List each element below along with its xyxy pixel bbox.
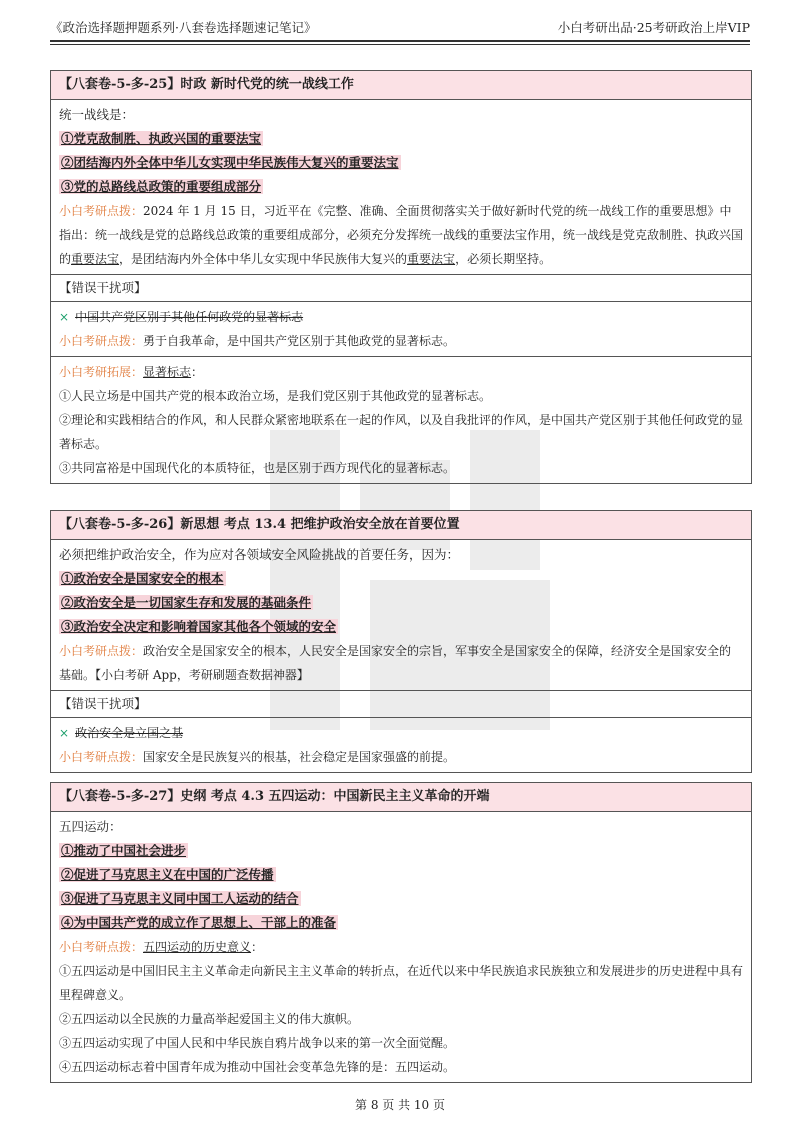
tip-paragraph	[59, 199, 743, 271]
question-card-27	[50, 782, 752, 1083]
error-tip: 国家安全是民族复兴的根基，社会稳定是国家强盛的前提。	[143, 750, 456, 764]
cross-icon: ×	[59, 310, 70, 324]
card-title: 【八套卷-5-多-25】时政 新时代党的统一战线工作	[51, 71, 751, 100]
question-stem: 五四运动：	[59, 819, 122, 834]
page-header	[50, 14, 750, 42]
tip-colon: ：	[251, 940, 264, 954]
tip-text: 政治安全是国家安全的根本，人民安全是国家安全的宗旨，军事安全是国家安全的保障，经济安全是国家安全的基础。【小白考研 App，考研刷题查数据神器】	[59, 644, 732, 682]
question-stem: 必须把维护政治安全，作为应对各领域安全风险挑战的首要任务，因为：	[59, 547, 460, 562]
card-title: 【八套卷-5-多-27】史纲 考点 4.3 五四运动：中国新民主主义革命的开端	[51, 783, 751, 812]
card-title: 【八套卷-5-多-26】新思想 考点 13.4 把维护政治安全放在首要位置	[51, 511, 751, 540]
question-card-25	[50, 70, 752, 484]
header-divider	[50, 44, 750, 45]
wrong-option: 中国共产党区别于其他任何政党的显著标志	[75, 310, 304, 324]
tip-underline: 重要法宝	[407, 252, 456, 266]
tip-text: 2024 年 1 月 15 日，习近平在《完整、准确、全面贯彻落实关于做好新时代党的统一战线工作的重要思想》中指出：统一战线是党的总路线总政策的重要组成部分，必须充分发挥统一战线的重要法宝作用，统一战线是党克敌制胜、执政兴国的	[59, 204, 744, 266]
extension-item: ②理论和实践相结合的作风，和人民群众紧密地联系在一起的作风，以及自我批评的作风，是中国共产党区别于其他任何政党的显著标志。	[59, 413, 744, 451]
question-stem: 统一战线是：	[59, 107, 135, 122]
error-tip: 勇于自我革命，是中国共产党区别于其他政党的显著标志。	[143, 334, 456, 348]
header-doc-title: 《政治选择题押题系列·八套卷选择题速记笔记》	[50, 20, 317, 35]
cross-icon: ×	[59, 726, 70, 740]
extension-topic: 显著标志	[143, 365, 192, 379]
correct-answer: ①党克敌制胜、执政兴国的重要法宝	[61, 131, 262, 146]
correct-answer: ②促进了马克思主义在中国的广泛传播	[61, 867, 274, 882]
tip-label: 小白考研点拨：	[59, 204, 144, 218]
extension-item: ①人民立场是中国共产党的根本政治立场，是我们党区别于其他政党的显著标志。	[59, 389, 492, 403]
correct-answer: ①政治安全是国家安全的根本	[61, 571, 224, 586]
wrong-option-row	[59, 305, 743, 329]
error-section-title: 【错误干扰项】	[59, 696, 147, 711]
tip-item: ①五四运动是中国旧民主主义革命走向新民主主义革命的转折点，在近代以来中华民族追求民族独立和发展进步的历史进程中具有里程碑意义。	[59, 964, 744, 1002]
correct-answer: ③党的总路线总政策的重要组成部分	[61, 179, 262, 194]
tip-text: ，是团结海内外全体中华儿女实现中华民族伟大复兴的	[119, 252, 408, 266]
tip-underline: 重要法宝	[71, 252, 120, 266]
correct-answer: ③促进了马克思主义同中国工人运动的结合	[61, 891, 299, 906]
question-card-26	[50, 510, 752, 773]
correct-answer: ①推动了中国社会进步	[61, 843, 187, 858]
correct-answer: ②政治安全是一切国家生存和发展的基础条件	[61, 595, 312, 610]
correct-answer: ③政治安全决定和影响着国家其他各个领域的安全	[61, 619, 337, 634]
correct-answer: ④为中国共产党的成立作了思想上、干部上的准备	[61, 915, 337, 930]
tip-label: 小白考研点拨：	[59, 334, 144, 348]
extension-item: ③共同富裕是中国现代化的本质特征，也是区别于西方现代化的显著标志。	[59, 461, 456, 475]
wrong-option-row	[59, 721, 743, 745]
tip-label: 小白考研点拨：	[59, 940, 144, 954]
tip-item: ④五四运动标志着中国青年成为推动中国社会变革急先锋的是：五四运动。	[59, 1060, 456, 1074]
extension-label: 小白考研拓展：	[59, 365, 144, 379]
error-section-title: 【错误干扰项】	[59, 280, 147, 295]
header-brand: 小白考研出品·25考研政治上岸VIP	[557, 20, 750, 35]
tip-item: ②五四运动以全民族的力量高举起爱国主义的伟大旗帜。	[59, 1012, 360, 1026]
extension-colon: ：	[191, 365, 204, 379]
tip-topic: 五四运动的历史意义	[143, 940, 252, 954]
tip-item: ③五四运动实现了中国人民和中华民族自鸦片战争以来的第一次全面觉醒。	[59, 1036, 456, 1050]
wrong-option: 政治安全是立国之基	[75, 726, 184, 740]
tip-label: 小白考研点拨：	[59, 644, 144, 658]
tip-label: 小白考研点拨：	[59, 750, 144, 764]
page-number: 第 8 页 共 10 页	[355, 1098, 445, 1112]
correct-answer: ②团结海内外全体中华儿女实现中华民族伟大复兴的重要法宝	[61, 155, 399, 170]
tip-text: ，必须长期坚持。	[455, 252, 552, 266]
